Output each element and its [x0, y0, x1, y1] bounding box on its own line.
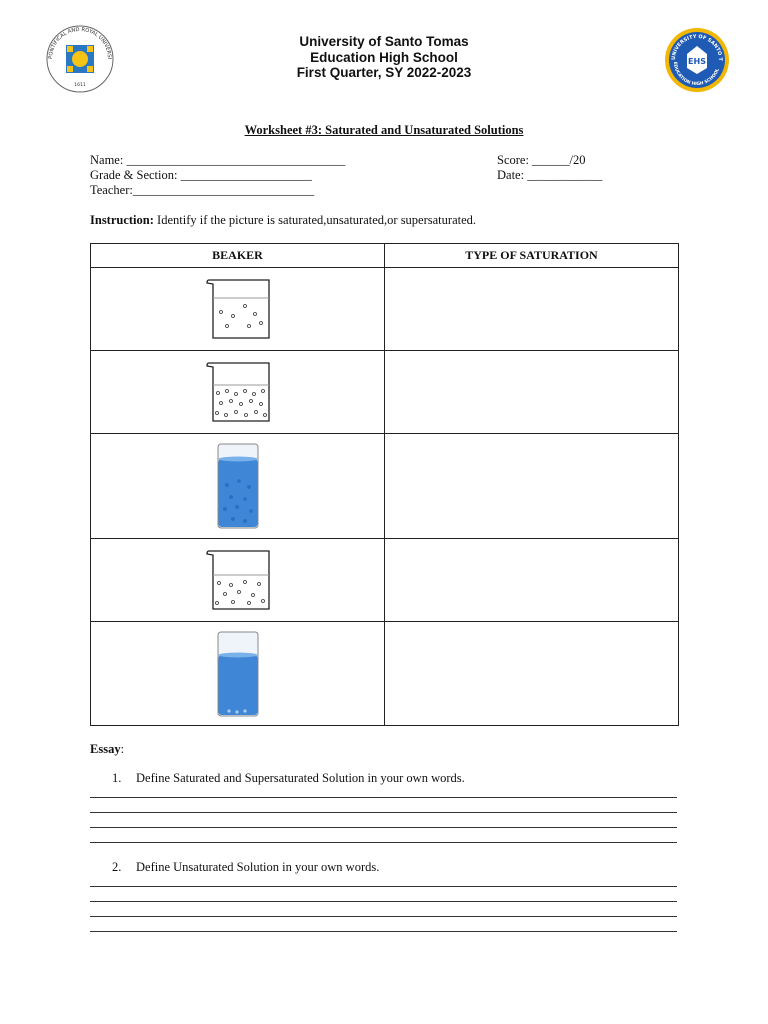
beaker-image-cell [91, 434, 385, 539]
quarter-label: First Quarter, SY 2022-2023 [296, 65, 472, 80]
badge-text: UNIVERSITY OF SANTO T [670, 33, 724, 61]
beaker-few-particles-icon [203, 276, 273, 342]
instruction-text: Identify if the picture is saturated,unsaturated,or supersaturated. [153, 213, 477, 227]
essay-question-1 [112, 771, 465, 786]
instruction-label: Instruction: [90, 213, 154, 227]
answer-cell[interactable] [385, 539, 679, 622]
essay-colon: : [120, 742, 125, 756]
worksheet-title: Worksheet #3: Saturated and Unsaturated Solutions [244, 123, 524, 137]
department-name: Education High School [310, 50, 458, 65]
beaker-image-cell [91, 622, 385, 726]
table-header-row [91, 244, 679, 268]
beaker-many-particles-icon [203, 359, 273, 425]
answer-line[interactable] [90, 916, 677, 917]
question-text: Define Unsaturated Solution in your own words. [136, 860, 380, 874]
question-number: 1. [112, 771, 122, 785]
saturation-table [90, 243, 679, 726]
answer-line[interactable] [90, 827, 677, 828]
teacher-field[interactable]: Teacher:_____________________________ [90, 183, 315, 197]
answer-line[interactable] [90, 797, 677, 798]
cylinder-blue-clear-icon [213, 629, 263, 719]
seal-text: PONTIFICAL AND ROYAL UNIVERSI [47, 26, 113, 60]
beaker-image-cell [91, 351, 385, 434]
seal-year: 1611 [74, 83, 86, 88]
essay-heading [90, 742, 124, 757]
answer-line[interactable] [90, 901, 677, 902]
table-row [91, 539, 679, 622]
school-name: University of Santo Tomas [299, 34, 469, 49]
answer-line[interactable] [90, 886, 677, 887]
beaker-image-cell [91, 268, 385, 351]
answer-line[interactable] [90, 812, 677, 813]
answer-line[interactable] [90, 842, 677, 843]
badge-initials: EHS [688, 57, 706, 66]
essay-question-2 [112, 860, 379, 875]
table-row [91, 434, 679, 539]
name-field[interactable]: Name: ___________________________________ [90, 153, 346, 167]
table-row [91, 351, 679, 434]
score-field[interactable]: Score: ______/20 [497, 153, 586, 167]
beaker-some-particles-icon [203, 547, 273, 613]
beaker-column-header: BEAKER [91, 244, 385, 268]
essay-label: Essay [90, 742, 121, 756]
date-field[interactable]: Date: ____________ [497, 168, 603, 182]
answer-cell[interactable] [385, 351, 679, 434]
table-row [91, 268, 679, 351]
answer-cell[interactable] [385, 622, 679, 726]
instruction [90, 213, 476, 228]
question-number: 2. [112, 860, 122, 874]
saturation-column-header: TYPE OF SATURATION [385, 244, 679, 268]
answer-line[interactable] [90, 931, 677, 932]
cylinder-blue-crystals-icon [213, 441, 263, 531]
question-text: Define Saturated and Supersaturated Solution in your own words. [136, 771, 465, 785]
badge-bottom-text: EDUCATION HIGH SCHOOL [671, 61, 721, 88]
table-row [91, 622, 679, 726]
answer-cell[interactable] [385, 434, 679, 539]
beaker-image-cell [91, 539, 385, 622]
grade-section-field[interactable]: Grade & Section: _____________________ [90, 168, 312, 182]
answer-cell[interactable] [385, 268, 679, 351]
